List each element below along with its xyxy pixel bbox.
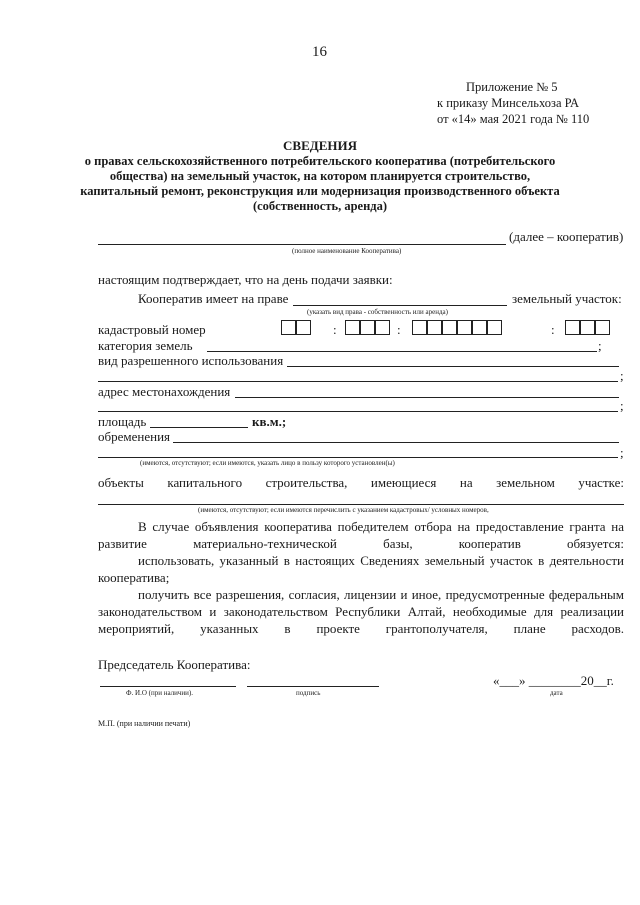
objects-word: имеющиеся — [370, 475, 437, 490]
address-field[interactable] — [235, 397, 619, 398]
address-semicolon: ; — [620, 398, 624, 413]
page-number: 16 — [312, 44, 327, 60]
stamp-note: М.П. (при наличии печати) — [98, 719, 191, 728]
signature-field[interactable] — [247, 686, 379, 687]
cadastral-digit-box[interactable] — [457, 320, 472, 335]
cadastral-digit-box[interactable] — [281, 320, 296, 335]
land-plot-label: земельный участок: — [512, 291, 622, 306]
confirms-text: настоящим подтверждает, что на день подачи заявки: — [98, 272, 393, 287]
cadastral-digit-box[interactable] — [472, 320, 487, 335]
obligation-paragraph-1: В случае объявления кооператива победителем отбора на предоставление гранта на развитие материально-технической базы, кооператив обязуется: — [98, 519, 624, 551]
obligation-paragraph-3: получить все разрешения, согласия, лицензии и иное, предусмотренные федеральным законодательством и законодательством Республики Алтай, необходимые для реализации мероприятий, указанных в проекте грантополучателя, плане расходов. — [98, 587, 624, 636]
cadastral-colon-2: : — [397, 322, 401, 337]
category-semicolon: ; — [598, 338, 602, 353]
full-name-field[interactable] — [98, 244, 506, 245]
encumbrance-label: обременения — [98, 429, 171, 444]
cadastral-digit-box[interactable] — [345, 320, 360, 335]
use-semicolon: ; — [620, 368, 624, 383]
objects-word: участке: — [578, 475, 624, 490]
objects-line — [98, 475, 624, 491]
right-type-field[interactable] — [293, 305, 507, 306]
objects-word: земельном — [496, 475, 555, 490]
obligation-paragraph-2: использовать, указанный в настоящих Сведениях земельный участок в деятельности кооператива; — [98, 553, 624, 585]
objects-word: на — [459, 475, 473, 490]
cadastral-digit-box[interactable] — [595, 320, 610, 335]
category-field[interactable] — [207, 351, 597, 352]
cadastral-digit-box[interactable] — [580, 320, 595, 335]
signature-hint: подпись — [296, 689, 321, 697]
use-label: вид разрешенного использования — [98, 353, 284, 368]
objects-field[interactable] — [98, 504, 624, 505]
fio-field[interactable] — [100, 686, 236, 687]
encumbrance-semicolon: ; — [620, 445, 624, 460]
date-hint: дата — [550, 689, 563, 697]
objects-word: строительства, — [265, 475, 348, 490]
appendix-line-3: от «14» мая 2021 года № 110 — [437, 112, 590, 126]
right-type-hint: (указать вид права - собственность или аренда) — [307, 308, 448, 316]
encumbrance-field-2[interactable] — [98, 457, 618, 458]
further-cooperative: (далее – кооператив) — [509, 229, 624, 244]
has-right-label: Кооператив имеет на праве — [138, 291, 289, 306]
category-label: категория земель — [98, 338, 193, 353]
cadastral-digit-box[interactable] — [375, 320, 390, 335]
title-line-4: (собственность, аренда) — [252, 199, 388, 213]
fio-hint: Ф. И.О (при наличии). — [126, 689, 193, 697]
date-field[interactable]: «___» ________20__г. — [493, 673, 614, 688]
area-label: площадь — [98, 414, 147, 429]
objects-word: объекты — [98, 475, 144, 490]
full-name-hint: (полное наименование Кооператива) — [292, 247, 402, 255]
area-unit: кв.м.; — [252, 414, 287, 429]
address-label: адрес местонахождения — [98, 384, 231, 399]
document-title: СВЕДЕНИЯ — [283, 138, 357, 153]
cadastral-digit-box[interactable] — [427, 320, 442, 335]
cadastral-digit-box[interactable] — [360, 320, 375, 335]
cadastral-digit-box[interactable] — [442, 320, 457, 335]
title-line-1: о правах сельскохозяйственного потребительского кооператива (потребительского — [84, 154, 556, 168]
appendix-line-1: Приложение № 5 — [466, 80, 558, 94]
cadastral-digit-box[interactable] — [565, 320, 580, 335]
encumbrance-field[interactable] — [173, 442, 619, 443]
encumbrance-hint: (имеются, отсутствуют; если имеются, указать лицо в пользу которого установлен(ы) — [140, 459, 395, 467]
objects-word: капитального — [167, 475, 243, 490]
area-field[interactable] — [150, 427, 248, 428]
appendix-line-2: к приказу Минсельхоза РА — [437, 96, 580, 110]
use-field-2[interactable] — [98, 381, 618, 382]
cadastral-digit-box[interactable] — [412, 320, 427, 335]
address-field-2[interactable] — [98, 411, 618, 412]
cadastral-colon-1: : — [333, 322, 337, 337]
title-line-2: общества) на земельный участок, на котором планируется строительство, — [109, 169, 531, 183]
cadastral-digit-box[interactable] — [487, 320, 502, 335]
cadastral-colon-3: : — [551, 322, 555, 337]
chairman-label: Председатель Кооператива: — [98, 657, 251, 672]
cadastral-digit-box[interactable] — [296, 320, 311, 335]
title-line-3: капитальный ремонт, реконструкция или модернизация производственного объекта — [80, 184, 560, 198]
use-field[interactable] — [287, 366, 619, 367]
cadastral-label: кадастровый номер — [98, 322, 206, 337]
objects-hint: (имеются, отсутствуют; если имеются перечислить с указанием кадастровых/ условных номеров, — [198, 506, 489, 514]
